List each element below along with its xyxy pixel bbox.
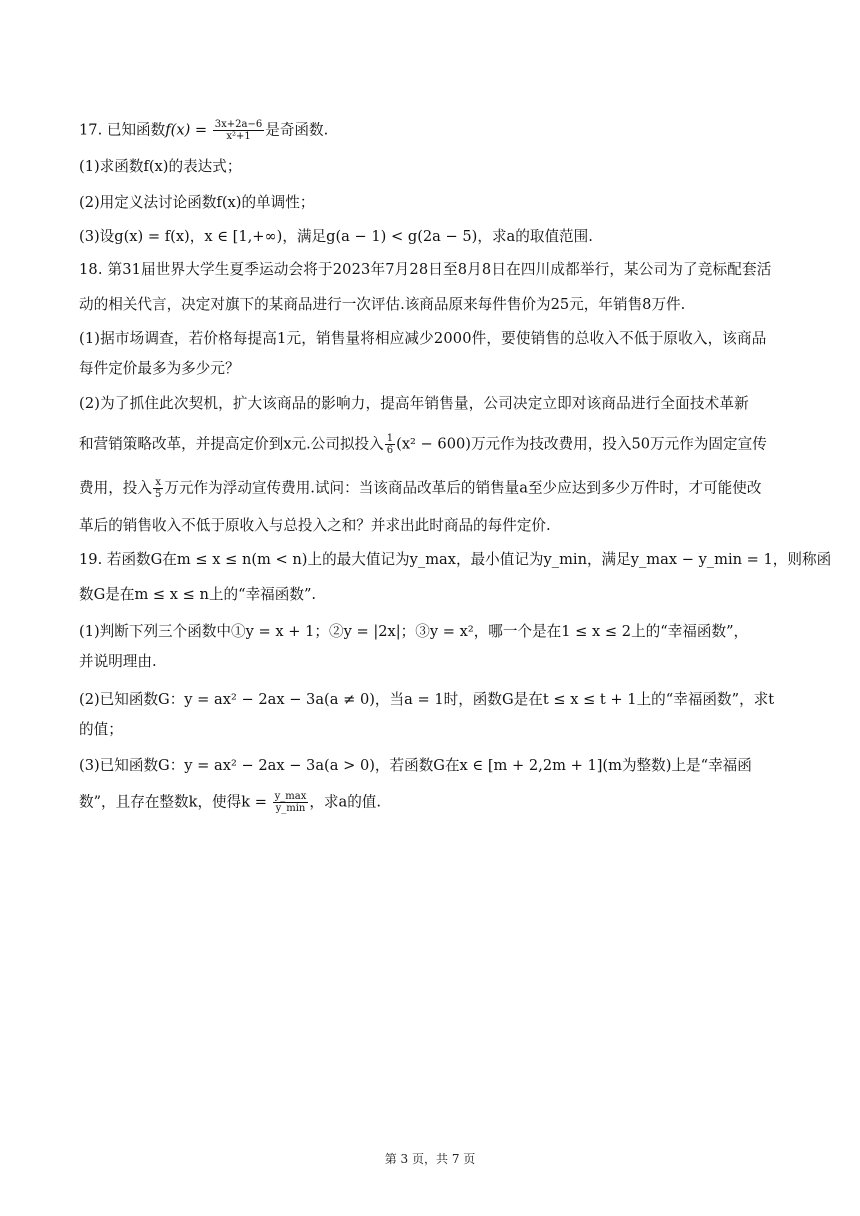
q17-stem <box>79 119 784 142</box>
q18-part2-line2: 和营销策略改革，并提高定价到x元.公司拟投入 $\frac{1}{6}$ (x² − 600)万元作为技改费用，投入50万元作为固定宣传 <box>79 433 767 456</box>
q17-part2: (2)用定义法讨论函数f(x)的单调性； <box>79 194 315 211</box>
q17-part3: (3)设g(x) = f(x)，x ∈ [1,+∞)，满足g(a − 1) < g(2a − 5)，求a的取值范围. <box>79 228 593 245</box>
q18-part2-line3: 费用，投入 $\frac{x}{5}$ 万元作为浮动宣传费用.试问：当该商品改革后的销售量a至少应达到多少万件时，才可能使改 <box>79 477 762 500</box>
q19-part3-line2: 数”，且存在整数k，使得k = $\frac{y\_\max}{y\_\min}$ ，求a的值. <box>79 791 382 814</box>
q18-part2-line4: 革后的销售收入不低于原收入与总投入之和？并求出此时商品的每件定价. <box>79 517 551 534</box>
q17-fraction: $\frac{3x+2a-6}{\text{x²+1}}$ <box>214 119 263 142</box>
q17-function: f(x) = <box>165 121 212 139</box>
q19-fraction-ymax-ymin: $\frac{y\_\max}{y\_\min}$ <box>274 791 307 814</box>
q18-part1-line2: 每件定价最多为多少元？ <box>79 360 240 377</box>
q17-part1: (1)求函数f(x)的表达式； <box>79 158 242 175</box>
q19-stem-line1: 19. 若函数G在m ≤ x ≤ n(m < n)上的最大值记为y_max，最小值记为y_min，满足y_max − y_min = 1，则称函 <box>79 551 832 568</box>
q18-stem-line2: 动的相关代言，决定对旗下的某商品进行一次评估.该商品原来每件售价为25元，年销售8万件. <box>79 296 686 313</box>
q17-stem-end: 是奇函数. <box>265 121 329 139</box>
q18-part1-line1: (1)据市场调查，若价格每提高1元，销售量将相应减少2000件，要使销售的总收入不低于原收入，该商品 <box>79 330 767 347</box>
q18-stem-line1: 18. 第31届世界大学生夏季运动会将于2023年7月28日至8月8日在四川成都举行，某公司为了竞标配套活 <box>79 261 772 278</box>
q18-fraction-one-sixth: $\frac{1}{6}$ <box>386 433 394 456</box>
q19-part2-line1: (2)已知函数G：y = ax² − 2ax − 3a(a ≠ 0)，当a = 1时，函数G是在t ≤ x ≤ t + 1上的“幸福函数”，求t <box>79 691 775 708</box>
page-footer: 第 3 页，共 7 页 <box>384 1152 476 1166</box>
q19-part1-line1: (1)判断下列三个函数中①y = x + 1；②y = |2x|；③y = x²，哪一个是在1 ≤ x ≤ 2上的“幸福函数”， <box>79 623 749 640</box>
q19-stem-line2: 数G是在m ≤ x ≤ n上的“幸福函数”. <box>79 586 317 603</box>
q19-part2-line2: 的值； <box>79 721 123 738</box>
q18-part2-line1: (2)为了抓住此次契机，扩大该商品的影响力，提高年销售量，公司决定立即对该商品进行全面技术革新 <box>79 395 749 412</box>
q18-fraction-x-fifth: $\frac{x}{5}$ <box>154 477 162 500</box>
q19-part3-line1: (3)已知函数G：y = ax² − 2ax − 3a(a > 0)，若函数G在x ∈ [m + 2,2m + 1](m为整数)上是“幸福函 <box>79 757 752 774</box>
q17-stem-text: 已知函数 <box>106 121 166 139</box>
q19-part1-line2: 并说明理由. <box>79 653 157 670</box>
q17-number: 17. <box>79 121 103 139</box>
